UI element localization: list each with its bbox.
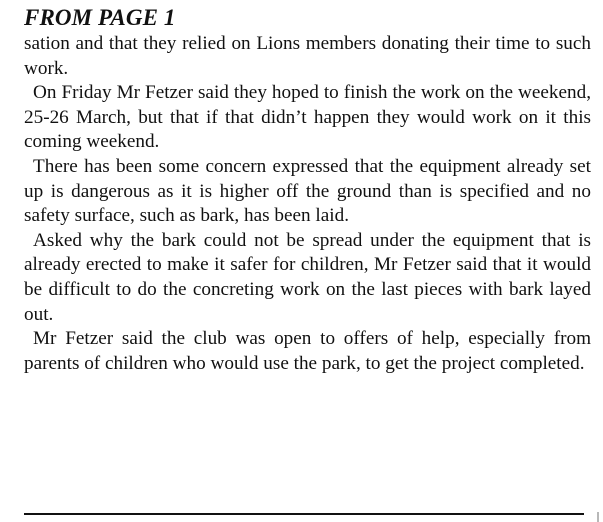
paragraph-2: On Friday Mr Fetzer said they hoped to finish the work on the weekend, 25-26 March, but that if that didn’t happen they would work on it this coming weekend. [24,82,591,153]
article-column [24,4,591,376]
paragraph-3: There has been some concern expressed that the equipment already set up is dangerous as it is higher off the ground than is specified and no safety surface, such as bark, has been laid. [24,155,591,227]
scan-edge-mark [597,512,599,522]
paragraph-4: Asked why the bark could not be spread under the equipment that is already erected to make it safer for children, Mr Fetzer said that it would be difficult to do the concreting work on the last pieces with bark layed out. [24,229,591,325]
column-end-rule [24,513,584,515]
continuation-kicker: FROM PAGE 1 [24,5,176,30]
paragraph-5: Mr Fetzer said the club was open to offers of help, especially from parents of children who would use the park, to get the project completed. [24,328,591,374]
paragraph-1: sation and that they relied on Lions members donating their time to such work. [24,33,591,79]
